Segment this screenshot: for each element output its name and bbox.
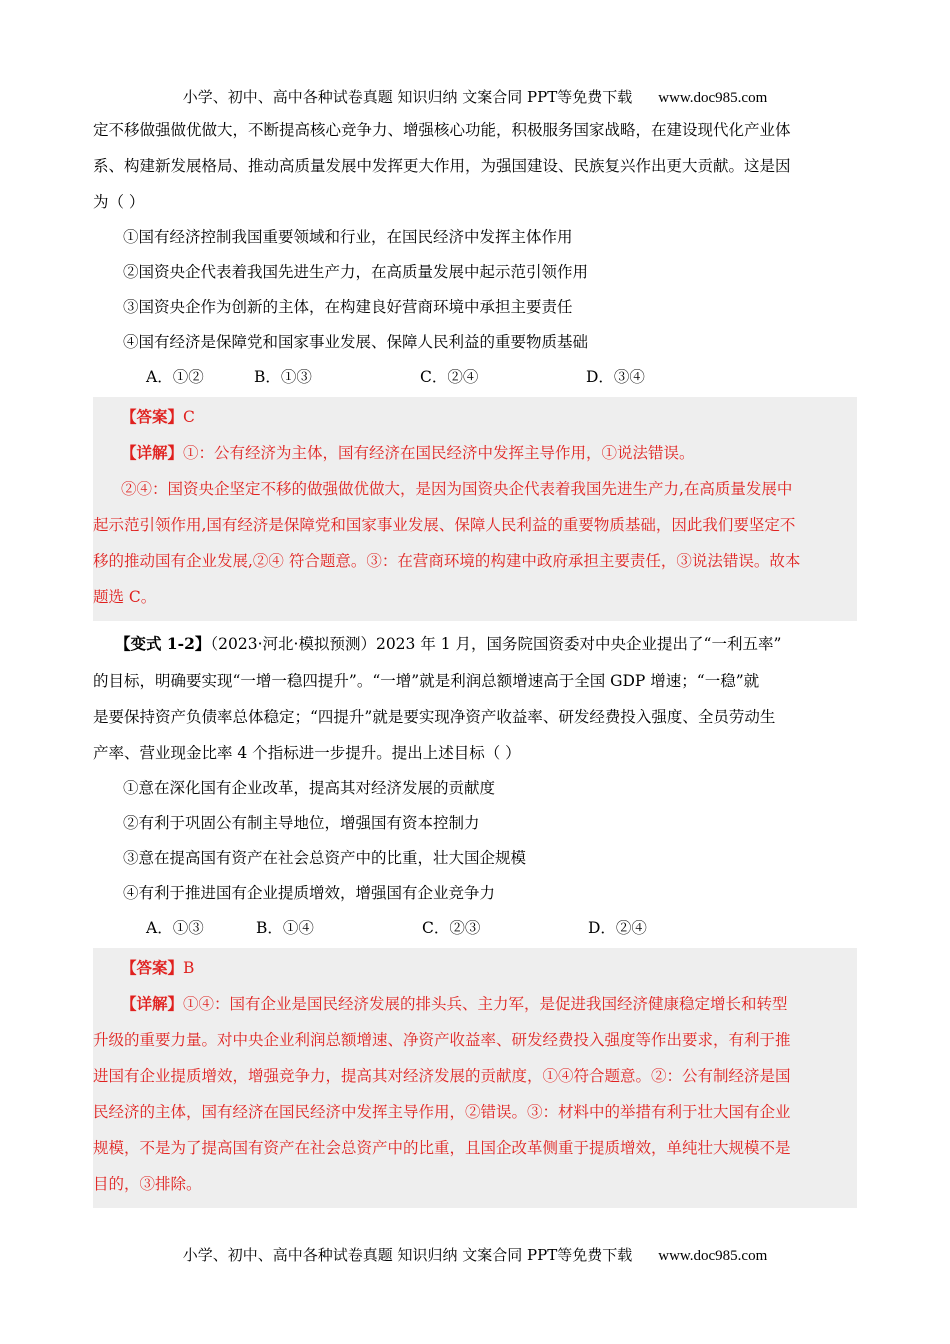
q1-detail-label: 【详解】 [121,443,184,462]
q2-choice-c: C．②③ [422,919,481,937]
q1-detail-line: ②④：国资央企坚定不移的做强做优做大，是因为国资央企代表着我国先进生产力,在高质量发展中 [121,480,793,498]
q2-stem-line: 是要保持资产负债率总体稳定；“四提升”就是要实现净资产收益率、研发经费投入强度、全员劳动生 [93,708,776,726]
q2-answer-box [93,948,857,1208]
q2-detail-line: 民经济的主体，国有经济在国民经济中发挥主导作用，②错误。③：材料中的举措有利于壮大国有企业 [93,1103,791,1121]
q2-tag: 【变式 1-2】 [115,634,211,653]
q1-choice-d: D．③④ [586,368,645,386]
q1-stem-line: 系、构建新发展格局、推动高质量发展中发挥更大作用，为强国建设、民族复兴作出更大贡献。这是因 [93,157,791,175]
q2-stem-line: 的目标，明确要实现“一增一稳四提升”。“一增”就是利润总额增速高于全国 GDP 增速；“一稳”就 [93,672,760,690]
q2-option: ③意在提高国有资产在社会总资产中的比重，壮大国企规模 [123,849,527,867]
q2-detail-line: 目的，③排除。 [93,1175,202,1193]
q2-option: ①意在深化国有企业改革，提高其对经济发展的贡献度 [123,779,496,797]
q1-stem-line: 定不移做强做优做大，不断提高核心竞争力、增强核心功能，积极服务国家战略，在建设现代化产业体 [93,121,791,139]
q1-choice-a: A．①② [146,368,204,386]
q1-option: ③国资央企作为创新的主体，在构建良好营商环境中承担主要责任 [123,298,573,316]
q1-detail-first: 【详解】①：公有经济为主体，国有经济在国民经济中发挥主导作用，①说法错误。 [121,443,695,462]
q1-answer-value: C [183,408,195,426]
q2-answer-label: 【答案】 [121,958,184,977]
q2-detail-line: 进国有企业提质增效，增强竞争力，提高其对经济发展的贡献度，①④符合题意。②：公有制经济是国 [93,1067,791,1085]
q1-choice-b: B．①③ [254,368,312,386]
q1-answer [121,399,851,435]
q1-choice-c: C．②④ [420,368,479,386]
page-header [0,86,950,107]
q1-answer-box [93,397,857,621]
q2-option: ②有利于巩固公有制主导地位，增强国有资本控制力 [123,814,480,832]
q2-stem-line: 产率、营业现金比率 4 个指标进一步提升。提出上述目标（ ） [93,744,521,762]
footer-text: 小学、初中、高中各种试卷真题 知识归纳 文案合同 PPT等免费下载 [182,1246,633,1264]
q1-option: ②国资央企代表着我国先进生产力，在高质量发展中起示范引领作用 [123,263,589,281]
q1-detail-line: 起示范引领作用,国有经济是保障党和国家事业发展、保障人民利益的重要物质基础，因此我们要坚定不 [93,516,796,534]
header-text: 小学、初中、高中各种试卷真题 知识归纳 文案合同 PPT等免费下载 [182,88,633,106]
q2-detail-label: 【详解】 [121,994,184,1013]
q1-choices [93,360,857,395]
q2-detail-line: 规模，不是为了提高国有资产在社会总资产中的比重，且国企改革侧重于提质增效，单纯壮大规模不是 [93,1139,791,1157]
header-url[interactable]: www.doc985.com [658,90,768,106]
q2-answer-value: B [183,959,195,977]
page-content [93,112,857,1212]
q2-choices [93,911,857,946]
q1-detail-line: 题选 C。 [93,588,157,606]
q2-choice-a: A．①③ [146,919,204,937]
q1-option: ④国有经济是保障党和国家事业发展、保障人民利益的重要物质基础 [123,333,589,351]
q2-detail-line: 升级的重要力量。对中央企业利润总额增速、净资产收益率、研发经费投入强度等作出要求，有利于推 [93,1031,791,1049]
q2-answer [121,950,851,986]
q2-option: ④有利于推进国有企业提质增效，增强国有企业竞争力 [123,884,496,902]
q1-stem-line: 为（ ） [93,193,145,211]
q2-choice-d: D．②④ [588,919,647,937]
footer-url[interactable]: www.doc985.com [658,1248,768,1264]
question-2 [93,625,857,1208]
q1-option: ①国有经济控制我国重要领域和行业，在国民经济中发挥主体作用 [123,228,573,246]
q2-stem-first: 【变式 1-2】（2023·河北·模拟预测）2023 年 1 月，国务院国资委对中央企业提出了“一利五率” [115,634,782,653]
q2-detail-first: 【详解】①④：国有企业是国民经济发展的排头兵、主力军，是促进我国经济健康稳定增长和转型 [121,994,788,1013]
q1-detail-line: 移的推动国有企业发展,②④ 符合题意。③：在营商环境的构建中政府承担主要责任，③说法错误。故本 [93,552,801,570]
page-footer [0,1244,950,1265]
question-1 [93,112,857,621]
q2-choice-b: B．①④ [256,919,314,937]
q1-answer-label: 【答案】 [121,407,184,426]
